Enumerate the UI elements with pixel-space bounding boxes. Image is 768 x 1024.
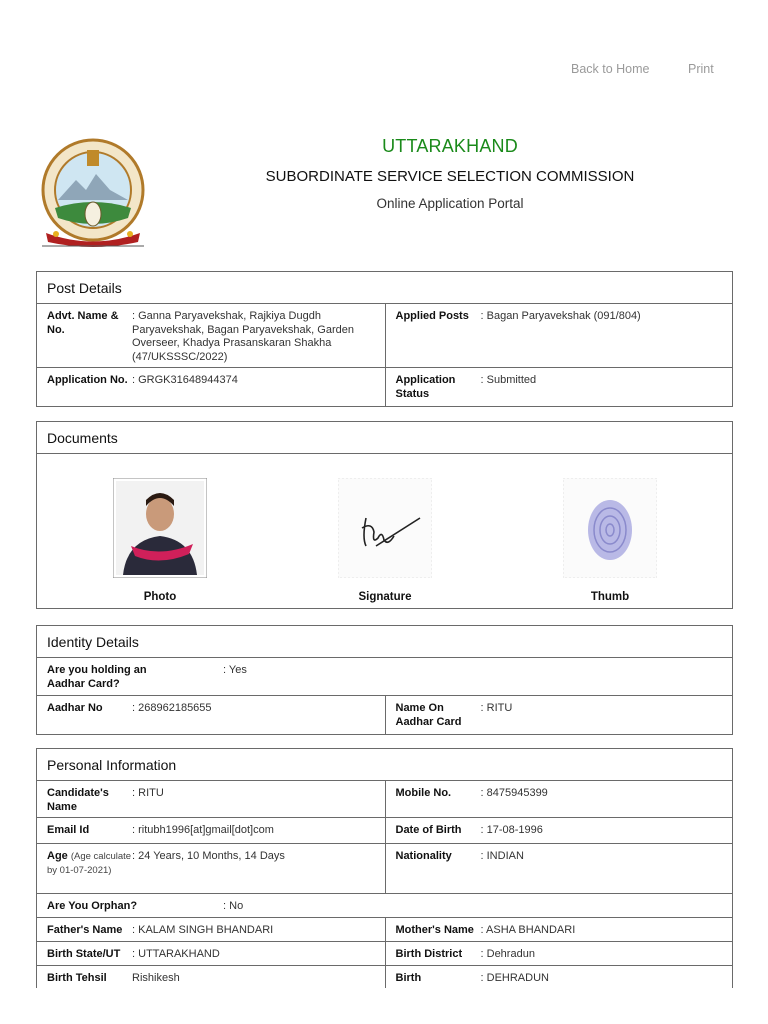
orphan-label: Are You Orphan? [47, 900, 138, 912]
print-link[interactable]: Print [688, 62, 714, 76]
application-no-cell [37, 368, 385, 406]
candidate-name-label: Candidate's Name [47, 787, 109, 813]
personal-information-title: Personal Information [37, 749, 732, 781]
post-details-row [37, 304, 732, 368]
birth-value: : DEHRADUN [481, 972, 727, 986]
orphan-cell [37, 894, 732, 917]
photo-caption: Photo [143, 591, 177, 603]
application-status-label: Application Status [395, 374, 456, 400]
personal-row [37, 942, 732, 966]
applied-posts-value: : Bagan Paryavekshak (091/804) [481, 310, 727, 363]
age-label-group [47, 850, 132, 889]
email-cell [37, 818, 385, 843]
dob-value: : 17-08-1996 [481, 824, 727, 839]
birth-district-value: : Dehradun [481, 948, 727, 961]
signature-caption: Signature [358, 591, 412, 603]
aadhar-no-value: : 268962185655 [132, 702, 379, 730]
orphan-value: : No [223, 900, 726, 913]
mother-name-value: : ASHA BHANDARI [481, 924, 727, 937]
header-commission: SUBORDINATE SERVICE SELECTION COMMISSION [265, 168, 635, 185]
identity-row [37, 658, 732, 696]
personal-row [37, 781, 732, 818]
application-status-value: : Submitted [481, 374, 727, 402]
birth-tehsil-label: Birth Tehsil [47, 972, 107, 984]
birth-label: Birth [395, 972, 422, 984]
identity-row [37, 696, 732, 734]
advt-label: Advt. Name & No. [47, 310, 119, 336]
post-details-panel [36, 271, 733, 407]
back-to-home-link[interactable]: Back to Home [571, 62, 650, 76]
header-state: UTTARAKHAND [382, 136, 518, 156]
candidate-name-value: : RITU [132, 787, 379, 813]
thumb-caption: Thumb [590, 591, 630, 603]
documents-panel [36, 421, 733, 609]
aadhar-no-label: Aadhar No [47, 702, 103, 714]
nationality-value: : INDIAN [481, 850, 727, 889]
candidate-name-cell [37, 781, 385, 817]
aadhar-holding-value: : Yes [223, 664, 726, 691]
documents-title: Documents [37, 422, 732, 454]
dob-cell [385, 818, 733, 843]
mobile-cell [385, 781, 733, 817]
personal-row [37, 894, 732, 918]
candidate-photo [113, 478, 207, 578]
advt-value: : Ganna Paryavekshak, Rajkiya Dugdh Paryavekshak, Bagan Paryavekshak, Garden Overseer, Khadya Prasanskaran Shakha (47/UKSSSC/2022) [132, 310, 379, 363]
personal-information-panel [36, 748, 733, 988]
birth-cell [385, 966, 733, 988]
birth-state-label: Birth State/UT [47, 948, 121, 960]
birth-tehsil-cell [37, 966, 385, 988]
age-note: (Age calculate by 01-07-2021) [47, 851, 132, 876]
dob-label: Date of Birth [395, 824, 462, 836]
documents-gallery [37, 454, 732, 608]
application-status-cell [385, 368, 733, 406]
mother-name-label: Mother's Name [395, 924, 474, 936]
top-nav [0, 62, 768, 82]
application-no-label: Application No. [47, 374, 128, 386]
personal-row [37, 966, 732, 988]
personal-row [37, 918, 732, 942]
name-on-aadhar-value: : RITU [481, 702, 727, 730]
nationality-cell [385, 844, 733, 893]
aadhar-holding-label: Are you holding an Aadhar Card? [47, 664, 147, 690]
father-name-label: Father's Name [47, 924, 123, 936]
identity-details-title: Identity Details [37, 626, 732, 658]
mobile-label: Mobile No. [395, 787, 452, 799]
post-details-row [37, 368, 732, 406]
age-cell [37, 844, 385, 893]
birth-district-label: Birth District [395, 948, 463, 960]
aadhar-no-cell [37, 696, 385, 734]
applied-posts-cell [385, 304, 733, 367]
name-on-aadhar-cell [385, 696, 733, 734]
age-value: : 24 Years, 10 Months, 14 Days [132, 850, 379, 889]
age-label: Age [47, 850, 68, 862]
father-name-cell [37, 918, 385, 941]
application-no-value: : GRGK31648944374 [132, 374, 379, 402]
birth-district-cell [385, 942, 733, 965]
father-name-value: : KALAM SINGH BHANDARI [132, 924, 379, 937]
mobile-value: : 8475945399 [481, 787, 727, 813]
ukssc-emblem-logo [38, 138, 148, 248]
birth-state-cell [37, 942, 385, 965]
identity-details-panel [36, 625, 733, 735]
birth-tehsil-value: Rishikesh [132, 972, 180, 984]
aadhar-holding-cell [37, 658, 732, 695]
name-on-aadhar-label: Name On Aadhar Card [395, 702, 462, 728]
applied-posts-label: Applied Posts [395, 310, 469, 322]
candidate-thumb [563, 478, 657, 578]
post-details-title: Post Details [37, 272, 732, 304]
candidate-signature [338, 478, 432, 578]
mother-name-cell [385, 918, 733, 941]
birth-state-value: : UTTARAKHAND [132, 948, 379, 961]
personal-row [37, 818, 732, 844]
personal-row [37, 844, 732, 894]
email-value: : ritubh1996[at]gmail[dot]com [132, 824, 379, 839]
email-label: Email Id [47, 824, 90, 836]
advt-cell [37, 304, 385, 367]
header-portal: Online Application Portal [376, 196, 524, 211]
nationality-label: Nationality [395, 850, 452, 862]
